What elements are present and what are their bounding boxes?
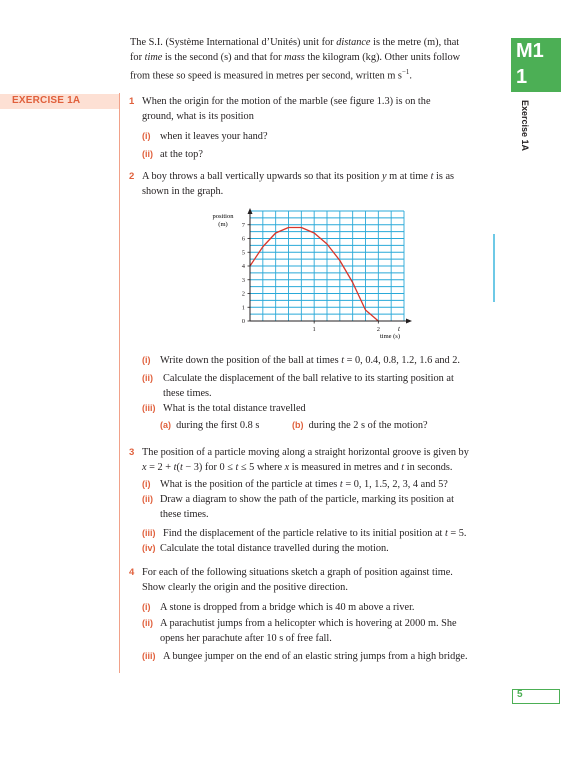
q2-sub-b-text: during the 2 s of the motion? <box>308 420 428 431</box>
x-tick-label: 1 <box>312 326 316 333</box>
q1-line2: ground, what is its position <box>142 111 254 122</box>
q2-stem <box>142 169 502 199</box>
q3-part-ii-label: (ii) <box>142 494 153 504</box>
y-tick-label: 1 <box>241 304 245 312</box>
q2-sub-b <box>292 418 428 433</box>
q4-part-ii-line2: opens her parachute after 10 s of free fall. <box>160 633 332 644</box>
q1-part-ii-text: at the top? <box>160 149 203 160</box>
graph-x-arrow-icon <box>406 319 412 324</box>
q3-line2e: is measured in metres and <box>289 462 402 473</box>
q3-part-iii-var-t: t <box>444 528 448 539</box>
q3-part-i-text-b: = 0, 1, 1.5, 2, 3, 4 and 5? <box>342 479 448 490</box>
y-tick-label: 0 <box>241 318 245 326</box>
page-number: 5 <box>517 689 523 700</box>
y-tick-label: 4 <box>241 263 245 271</box>
intro-line1: The S.I. (Système International d’Unités) unit for <box>130 37 337 48</box>
q3-part-ii <box>142 492 502 522</box>
q3-line2b: ( <box>176 462 180 473</box>
q4-part-i-label: (i) <box>142 602 151 612</box>
q4-part-ii-label: (ii) <box>142 618 153 628</box>
chapter-tab-number: 1 <box>516 66 528 88</box>
q2-line1a: A boy throws a ball vertically upwards so that its position <box>142 171 382 182</box>
q3-var-t4: t <box>401 462 405 473</box>
q2-sub-b-label: (b) <box>292 420 304 430</box>
exercise-label: EXERCISE 1A <box>12 95 81 106</box>
y-tick-label: 5 <box>241 249 245 257</box>
q3-part-iii-text-b: = 5. <box>447 528 467 539</box>
q3-line2f: in seconds. <box>404 462 453 473</box>
intro-line3-sup: −1 <box>401 68 410 76</box>
q2-line1b: m at time <box>386 171 431 182</box>
q2-part-i-label: (i) <box>142 355 151 365</box>
q3-var-t1: t <box>173 462 177 473</box>
q3-line1: The position of a particle moving along a straight horizontal groove is given by <box>142 447 469 458</box>
q2-part-ii-label: (ii) <box>142 373 153 383</box>
q2-part-i-text-a: Write down the position of the ball at times <box>160 355 342 366</box>
chapter-tab-module: M1 <box>516 40 544 62</box>
q2-line1c: is as <box>433 171 455 182</box>
y-tick-label: 3 <box>241 276 245 284</box>
intro-em-time: time <box>144 52 163 63</box>
q4-part-ii <box>142 616 502 646</box>
intro-line2a: for <box>130 52 145 63</box>
q1-part-i-text: when it leaves your hand? <box>160 131 268 142</box>
intro-line1-end: is the metre (m), that <box>370 37 460 48</box>
margin-rule <box>119 93 120 673</box>
q3-part-iv-label: (iv) <box>142 543 156 553</box>
q3-part-ii-line2: these times. <box>160 509 209 520</box>
q2-sub-a <box>160 418 259 433</box>
q3-part-iv <box>142 541 502 556</box>
graph-ylabel-2: (m) <box>218 221 228 228</box>
q2-var-y: y <box>381 171 387 182</box>
q3-part-iii-text-a: Find the displacement of the particle relative to its initial position at <box>163 528 445 539</box>
q2-part-iii-label: (iii) <box>142 403 156 413</box>
q4-part-i <box>142 600 502 615</box>
graph-ylabel-1: position <box>212 213 234 220</box>
q3-part-i-label: (i) <box>142 479 151 489</box>
q1-number: 1 <box>129 96 135 107</box>
y-tick-label: 7 <box>241 221 245 229</box>
y-tick-label: 6 <box>241 235 245 243</box>
q1-part-ii <box>142 147 502 162</box>
q3-number: 3 <box>129 447 135 458</box>
position-time-graph <box>205 207 415 342</box>
q1-line1: When the origin for the motion of the marble (see figure 1.3) is on the <box>142 96 431 107</box>
q3-var-x: x <box>142 462 147 473</box>
q3-var-t2: t <box>179 462 183 473</box>
intro-em-distance: distance <box>336 37 371 48</box>
q1-part-ii-label: (ii) <box>142 149 153 159</box>
q4-part-iii-text: A bungee jumper on the end of an elastic string jumps from a high bridge. <box>163 651 468 662</box>
q4-part-iii <box>142 649 502 664</box>
q1-part-i <box>142 129 502 144</box>
page-number-box <box>512 689 560 704</box>
q2-sub-a-label: (a) <box>160 420 171 430</box>
q3-part-i <box>142 477 502 492</box>
q3-part-iii-label: (iii) <box>142 528 156 538</box>
q1-part-i-label: (i) <box>142 131 151 141</box>
q1-stem <box>142 94 502 124</box>
q2-part-i-text-b: = 0, 0.4, 0.8, 1.2, 1.6 and 2. <box>344 355 460 366</box>
intro-line2c: the kilogram (kg). Other units follow <box>304 52 461 63</box>
q3-var-x2: x <box>284 462 290 473</box>
q3-part-i-var-t: t <box>339 479 343 490</box>
q2-number: 2 <box>129 171 135 182</box>
q4-part-iii-label: (iii) <box>142 651 156 661</box>
q4-number: 4 <box>129 567 135 578</box>
q2-sub-a-text: during the first 0.8 s <box>176 420 260 431</box>
q2-part-ii-line1: Calculate the displacement of the ball relative to its starting position at <box>163 373 454 384</box>
q2-part-ii-line2: these times. <box>163 388 212 399</box>
intro-line3: from these so speed is measured in metres per second, written m s <box>130 70 402 82</box>
q3-part-iii <box>142 526 502 541</box>
q3-line2c: − 3) for 0 ≤ <box>182 462 236 473</box>
q3-line2d: ≤ 5 where <box>238 462 285 473</box>
q3-part-iv-text: Calculate the total distance travelled during the motion. <box>160 543 389 554</box>
q2-part-iii-text: What is the total distance travelled <box>163 403 306 414</box>
q4-line2: Show clearly the origin and the positive direction. <box>142 582 348 593</box>
intro-line3-end: . <box>409 70 412 82</box>
q2-part-i <box>142 353 502 368</box>
graph-grid <box>250 211 404 321</box>
y-tick-label: 2 <box>241 290 245 298</box>
q2-part-iii <box>142 401 502 416</box>
graph-xlabel: time (s) <box>379 333 401 340</box>
q4-line1: For each of the following situations sketch a graph of position against time. <box>142 567 453 578</box>
q4-stem <box>142 565 502 595</box>
graph-x-letter: t <box>398 325 400 333</box>
q2-var-t: t <box>430 171 434 182</box>
intro-line2b: is the second (s) and that for <box>162 52 285 63</box>
q2-line2: shown in the graph. <box>142 186 224 197</box>
intro-em-mass: mass <box>284 52 305 63</box>
q4-part-ii-line1: A parachutist jumps from a helicopter which is hovering at 2000 m. She <box>160 618 457 629</box>
x-tick-label: 2 <box>376 326 380 333</box>
q3-var-t3: t <box>235 462 239 473</box>
q3-line2a: = 2 + <box>146 462 174 473</box>
q3-stem <box>142 445 502 475</box>
q3-part-ii-line1: Draw a diagram to show the path of the particle, marking its position at <box>160 494 454 505</box>
q2-part-ii <box>142 371 502 401</box>
q3-part-i-text-a: What is the position of the particle at times <box>160 479 340 490</box>
side-running-head-text: Exercise 1A <box>520 100 530 152</box>
q2-part-i-var-t: t <box>341 355 345 366</box>
side-running-head <box>519 100 531 170</box>
q4-part-i-text: A stone is dropped from a bridge which is 40 m above a river. <box>160 602 415 613</box>
intro-paragraph <box>130 35 500 83</box>
side-accent-bar <box>493 234 495 302</box>
